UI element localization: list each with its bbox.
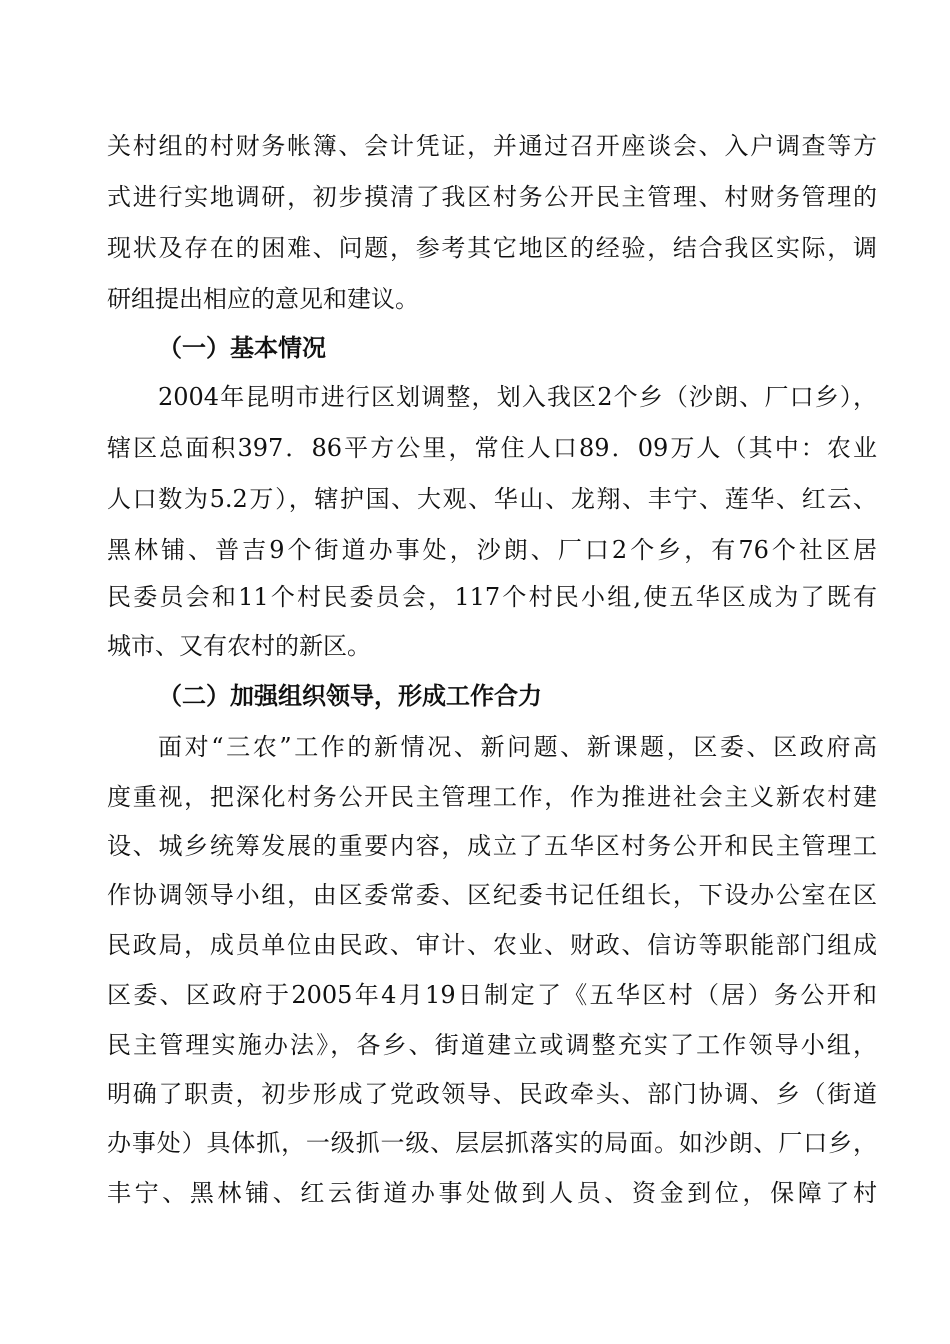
- body-text-line: 设、城乡统筹发展的重要内容，成立了五华区村务公开和民主管理工: [107, 832, 877, 860]
- section-heading-basic: （一）基本情况: [158, 334, 326, 362]
- body-text-line: 民主管理实施办法》，各乡、街道建立或调整充实了工作领导小组，: [107, 1031, 877, 1059]
- body-text-line: 关村组的村财务帐簿、会计凭证，并通过召开座谈会、入户调查等方: [107, 132, 877, 160]
- body-text-line: 度重视，把深化村务公开民主管理工作，作为推进社会主义新农村建: [107, 783, 877, 811]
- body-text-line: 作协调领导小组，由区委常委、区纪委书记任组长，下设办公室在区: [107, 881, 877, 909]
- body-text-line: 人口数为5.2万），辖护国、大观、华山、龙翔、丰宁、莲华、红云、: [107, 485, 877, 513]
- body-text-line: 面对“三农”工作的新情况、新问题、新课题，区委、区政府高: [158, 733, 877, 761]
- body-text-line: 式进行实地调研，初步摸清了我区村务公开民主管理、村财务管理的: [107, 183, 877, 211]
- body-text-line: 丰宁、黑林铺、红云街道办事处做到人员、资金到位，保障了村: [107, 1179, 877, 1207]
- body-text-line: 民委员会和11个村民委员会，117个村民小组,使五华区成为了既有: [107, 583, 877, 611]
- body-text-line: 城市、又有农村的新区。: [107, 632, 371, 660]
- body-text-line: 辖区总面积397．86平方公里，常住人口89．09万人（其中：农业: [107, 434, 877, 462]
- section-heading-organization: （二）加强组织领导，形成工作合力: [158, 682, 542, 710]
- body-text-line: 办事处）具体抓，一级抓一级、层层抓落实的局面。如沙朗、厂口乡，: [107, 1129, 877, 1157]
- body-text-line: 民政局，成员单位由民政、审计、农业、财政、信访等职能部门组成: [107, 931, 877, 959]
- body-text-line: 研组提出相应的意见和建议。: [107, 285, 419, 313]
- body-text-line: 2004年昆明市进行区划调整，划入我区2个乡（沙朗、厂口乡），: [158, 383, 877, 411]
- body-text-line: 黑林铺、普吉9个街道办事处，沙朗、厂口2个乡，有76个社区居: [107, 536, 877, 564]
- body-text-line: 现状及存在的困难、问题，参考其它地区的经验，结合我区实际，调: [107, 234, 877, 262]
- body-text-line: 明确了职责，初步形成了党政领导、民政牵头、部门协调、乡（街道: [107, 1080, 877, 1108]
- body-text-line: 区委、区政府于2005年4月19日制定了《五华区村（居）务公开和: [107, 981, 877, 1009]
